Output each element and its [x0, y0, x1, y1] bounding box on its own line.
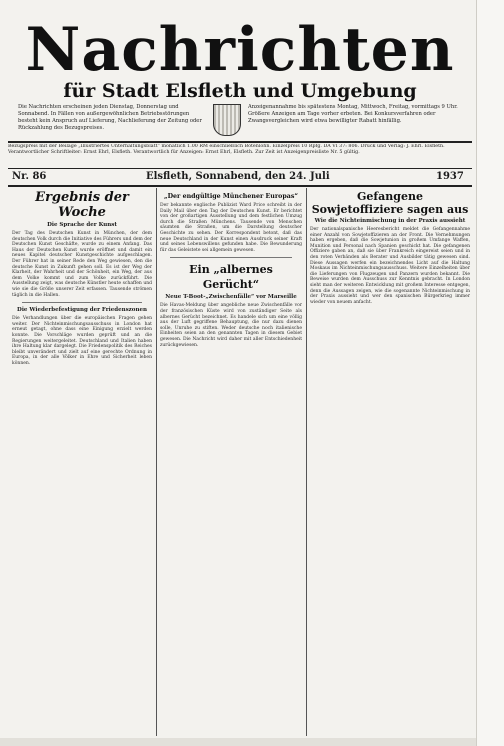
headline-rumor: Ein „albernes Gerücht“	[189, 263, 273, 292]
subheadline-rumor: Neue T-Boot-„Zwischenfälle“ vor Marseille	[165, 294, 297, 301]
headline-week-summary: Ergebnis der Woche	[35, 190, 129, 220]
coat-of-arms-icon	[213, 104, 241, 136]
column-middle	[160, 190, 302, 740]
section-divider	[170, 257, 292, 258]
issue-year: 1937	[436, 171, 464, 182]
issue-bar	[8, 170, 472, 184]
column-divider-2	[306, 188, 307, 736]
headline-soviet-officers: Gefangene Sowjetoffiziere sagen aus	[311, 190, 469, 216]
article-text: Der bekannte englische Publizist Ward Price schreibt in der Daily Mail über den Tag der Deutschen Kunst. Er berichtet von der großartigen Ausstellung und dem festlichen Umzug durch die Straßen Münchens. Tausende von Menschen säumten die Straßen, um die Darstellung deutscher Geschichte zu sehen. Der Korrespondent betont, daß das neue Deutschland in der Kunst einen Ausdruck seiner Kraft und seines Lebenswillens gefunden habe. Die Bewunderung für das Geleistete sei allgemein gewesen.	[160, 203, 302, 253]
column-soviet-officers	[310, 190, 470, 740]
subheadline-art: Die Sprache der Kunst	[47, 222, 117, 228]
article-text: Die Havas-Meldung über angebliche neue Zwischenfälle vor der französischen Küste wird von zuständiger Seite als albernes Gerücht bezeichnet. Es handele sich um eine völlig aus der Luft gegriffene Behauptung, die nur dazu dienen solle, Unruhe zu stiften. Weder deutsche noch italienische Einheiten seien an den genannten Tagen in diesem Gebiet gewesen. Die Nachricht wird daher mit aller Entschiedenheit zurückgewiesen.	[160, 303, 302, 348]
headline-munich: „Der endgültige Münchener Europas“	[163, 193, 299, 200]
subheadline-peace-zones: Die Wiederbefestigung der Friedenszonen	[17, 307, 147, 314]
header-rule-bottom	[8, 185, 472, 187]
page-bottom-edge	[0, 738, 476, 746]
article-text: Die Verhandlungen über die europäischen Fragen gehen weiter. Der Nichteinmischungsausschuss in London hat erneut getagt, ohne dass eine Einigung erzielt werden konnte. Die Vorschläge wurden geprüft und an die Regierungen weitergeleitet. Deutschland und Italien haben ihre Haltung klar dargelegt. Die Friedenspolitik des Reiches bleibt unverändert und zielt auf eine gerechte Ordnung in Europa, in der alle Völker in Ehre und Sicherheit leben können.	[12, 316, 152, 366]
issue-dateline: Elsfleth, Sonnabend, den 24. Juli	[146, 171, 330, 182]
section-divider	[22, 302, 142, 303]
article-text: Der Tag des Deutschen Kunst in München, der dem deutschen Volk durch die Initiative des Führers und dem der Deutschen Kunst Geschäfte, wurde zu einem Anfang. Das Haus der Deutschen Kunst wurde eröffnet und damit ein neues Kapitel deutscher Kunstgeschichte aufgeschlagen. Der Führer hat in seiner Rede den Weg gewiesen, den die deutsche Kunst in Zukunft gehen soll. Es ist der Weg der Klarheit, der Wahrheit und der Schönheit, ein Weg, der aus dem Volke kommt und zum Volke zurückführt. Die Ausstellung zeigt, was deutsche Künstler heute schaffen und wie sie die Größe unserer Zeit erfassen. Tausende strömen täglich in die Hallen.	[12, 231, 152, 298]
binding-margin	[476, 0, 504, 746]
column-week-summary	[12, 190, 152, 740]
header-rule-middle	[8, 168, 472, 169]
header-rule-top	[8, 141, 472, 143]
article-text: Der nationalspanische Heeresbericht meldet die Gefangennahme einer Anzahl von Sowjetoffizieren an der Front. Die Vernehmungen haben ergeben, daß die Sowjetunion in großem Umfange Waffen, Munition und Personal nach Spanien geschickt hat. Die gefangenen Offiziere gaben an, daß sie über Frankreich eingereist seien und in den roten Verbänden als Berater und Ausbilder tätig gewesen sind. Diese Aussagen werfen ein bezeichnendes Licht auf die Haltung Moskaus im Nichteinmischungsausschuss. Weitere Einzelheiten über die Lieferungen von Flugzeugen und Panzern wurden bekannt. Die Beweise wurden dem Ausschuss zur Kenntnis gebracht. In London sieht man der weiteren Entwicklung mit großem Interesse entgegen, denn die Aussagen zeigen, wie die sogenannte Nichteinmischung in der Praxis aussieht und wer den spanischen Bürgerkrieg immer wieder von neuem anfacht.	[310, 227, 470, 305]
subheadline-non-intervention: Wie die Nichteinmischung in der Praxis aussieht	[314, 218, 466, 224]
masthead-title: Nachrichten	[25, 18, 455, 82]
subscription-strip: Bezugspreis mit der Beilage „Illustriertes Unterhaltungsblatt“ monatlich 1.00 RM einschließlich Botenlohn. Einzelpreis 10 Rpfg. DA VI 37: 806. Druck und Verlag: J. Ehrl. Elsfleth. Verantwortlicher Schriftleiter: Ernst Ehrl, Elsfleth. Verantwortlich für Anzeigen: Ernst Ehrl, Elsfleth. Zur Zeit ist Anzeigenpreisliste Nr. 5 gültig.	[8, 144, 445, 155]
masthead-subtitle: für Stadt Elsfleth und Umgebung	[63, 80, 417, 102]
issue-number: Nr. 86	[12, 171, 47, 182]
column-divider-1	[156, 188, 157, 736]
publication-info-right: Anzeigenannahme bis spätestens Montag, Mittwoch, Freitag, vormittags 9 Uhr. Größere Anzeigen am Tage vorher erbeten. Bei Konkursverfahren oder Zwangsvergleichen wird etwa bewilligter Rabatt hinfällig.	[248, 104, 458, 124]
publication-info-left: Die Nachrichten erscheinen jeden Dienstag, Donnerstag und Sonnabend. In Fällen von außergewöhnlichen Betriebsstörungen besteht kein Anspruch auf Lieferung, Nachlieferung der Zeitung oder Rückzahlung des Bezugspreises.	[18, 104, 202, 131]
